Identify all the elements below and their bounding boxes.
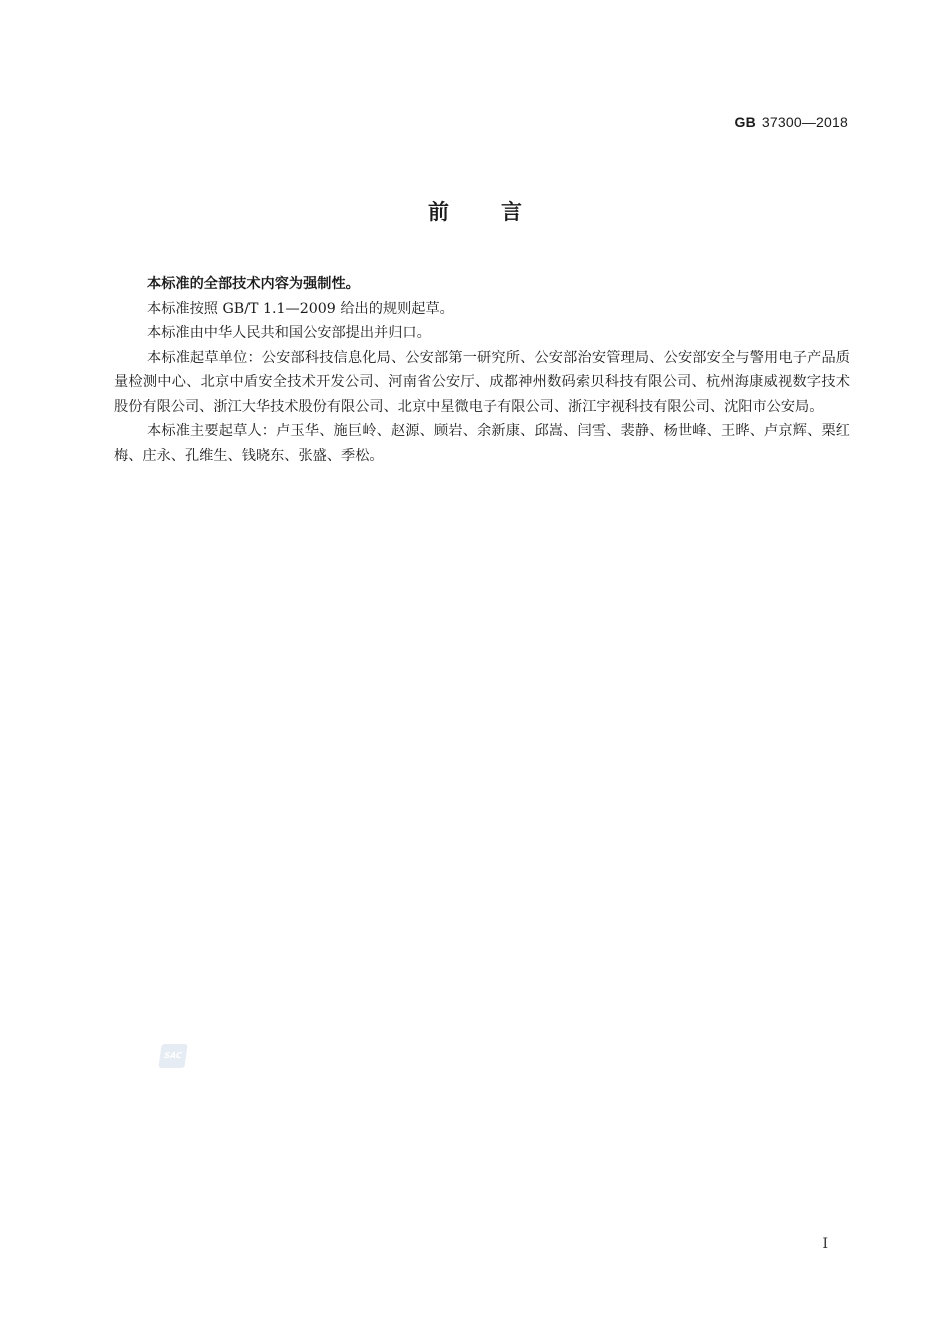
page-number: I (822, 1236, 828, 1252)
page-title: 前言 (428, 200, 574, 224)
standard-prefix: GB (734, 114, 756, 130)
paragraph-mandatory: 本标准的全部技术内容为强制性。 (147, 276, 360, 292)
standard-number: 37300—2018 (761, 114, 848, 130)
paragraph-drafting-units: 本标准起草单位：公安部科技信息化局、公安部第一研究所、公安部治安管理局、公安部安全与警用电子产品质量检测中心、北京中盾安全技术开发公司、河南省公安厅、成都神州数码索贝科技有限公司、杭州海康威视数字技术股份有限公司、浙江大华技术股份有限公司、北京中星微电子有限公司、浙江宇视科技有限公司、沈阳市公安局。 (114, 349, 850, 415)
paragraph-drafting-rules: 本标准按照 GB/T 1.1—2009 给出的规则起草。 (147, 300, 454, 317)
paragraph-drafters: 本标准主要起草人：卢玉华、施巨岭、赵源、顾岩、余新康、邱嵩、闫雪、裴静、杨世峰、王晔、卢京辉、栗红梅、庄永、孔维生、钱晓东、张盛、季松。 (114, 423, 850, 464)
foreword-body (114, 272, 850, 468)
sac-watermark-logo: SAC (158, 1044, 187, 1068)
standard-number-header (735, 114, 848, 130)
paragraph-proposer: 本标准由中华人民共和国公安部提出并归口。 (147, 325, 431, 341)
